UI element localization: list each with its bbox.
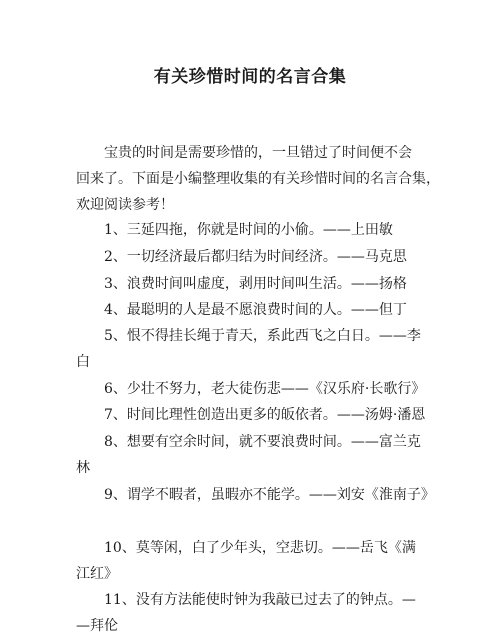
quote-2 (76, 244, 426, 270)
intro-line: 欢迎阅读参考！ (76, 197, 174, 213)
intro-paragraph (76, 140, 440, 218)
quote-line: 10、莫等闲，白了少年头，空悲切。——岳飞《满 (104, 540, 416, 556)
quote-3 (76, 271, 426, 297)
quote-10 (76, 535, 426, 587)
quote-line: 4、最聪明的人是最不愿浪费时间的人。——但丁 (104, 302, 407, 318)
quote-line: 3、浪费时间叫虚度，剥用时间叫生活。——扬格 (104, 276, 407, 292)
quote-line: 林 (76, 460, 90, 476)
quote-line: 7、时间比理性创造出更多的皈依者。——汤姆·潘恩 (104, 407, 426, 423)
quote-4 (76, 297, 426, 323)
quote-6 (76, 376, 426, 402)
quote-11 (76, 587, 426, 639)
quote-1 (76, 217, 426, 243)
quote-line: 11、没有方法能使时钟为我敲已过去了的钟点。— (104, 592, 416, 608)
quote-7 (76, 402, 426, 428)
intro-line: 宝贵的时间是需要珍惜的，一旦错过了时间便不会 (104, 145, 412, 161)
quote-line: 8、想要有空余时间，就不要浪费时间。——富兰克 (104, 434, 421, 450)
quote-line: 9、谓学不暇者，虽暇亦不能学。——刘安《淮南子》 (104, 487, 435, 503)
quote-line: 1、三延四拖，你就是时间的小偷。——上田敏 (104, 222, 393, 238)
quote-9 (76, 482, 435, 508)
intro-line: 回来了。下面是小编整理收集的有关珍惜时间的名言合集， (76, 171, 440, 187)
quote-line: 江红》 (76, 566, 118, 582)
quote-line: 5、恨不得挂长绳于青天，系此西飞之白日。——李 (104, 328, 421, 344)
quote-line: 2、一切经济最后都归结为时间经济。——马克思 (104, 249, 407, 265)
quote-line: —拜伦 (76, 618, 118, 634)
quote-line: 白 (76, 354, 90, 370)
document-title: 有关珍惜时间的名言合集 (153, 67, 347, 87)
quote-5 (76, 323, 426, 375)
quote-8 (76, 429, 426, 481)
quote-line: 6、少壮不努力，老大徒伤悲——《汉乐府·长歌行》 (104, 381, 426, 397)
